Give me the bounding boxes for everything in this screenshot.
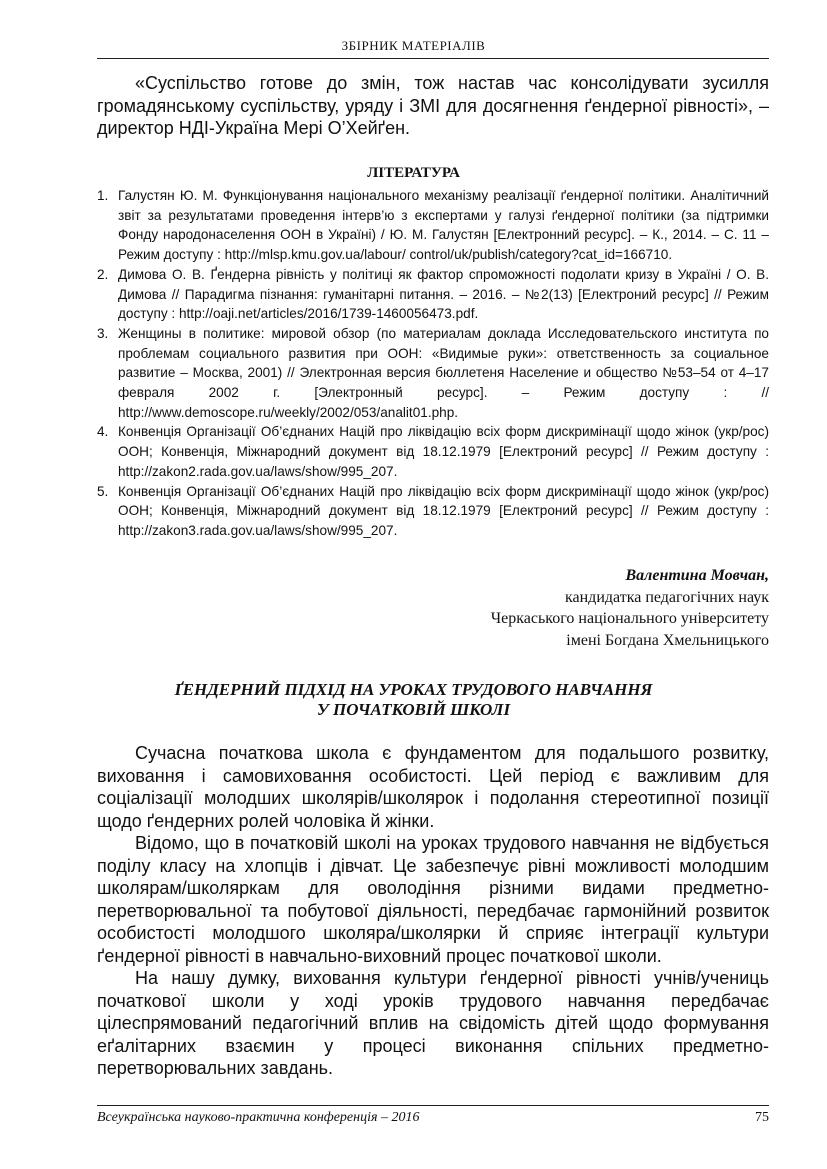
reference-item — [97, 186, 769, 265]
running-header: ЗБІРНИК МАТЕРІАЛІВ — [341, 38, 486, 53]
literature-heading: ЛІТЕРАТУРА — [367, 165, 460, 181]
footer-divider — [97, 1105, 769, 1106]
intro-paragraph: «Суспільство готове до змін, тож настав час консолідувати зусилля громадянському суспільству, уряду і ЗМІ для досягнення ґендерної рівності», – директор НДІ-Україна Мері О’Хейґен. — [97, 73, 769, 138]
reference-number: 1. — [97, 188, 109, 203]
reference-list — [97, 186, 769, 541]
footer-conference: Всеукраїнська науково-практична конференція – 2016 — [97, 1110, 420, 1125]
reference-number: 4. — [97, 424, 109, 440]
reference-number: 3. — [97, 325, 109, 341]
reference-text: Галустян Ю. М. Функціонування національного механізму реалізації ґендерної політики. Аналітичний звіт за результатами проведення інтерв’ю з експертами у галузі ґендерної політики (за підтримки Фонду народонаселення ООН в Україні) / Ю. М. Галустян [Електронний ресурс]. – К., 2014. – С. 11 – Режим доступу : http://mlsp.kmu.gov.ua/labour/ control/uk/publish/category?cat_id=166710. — [118, 188, 769, 263]
article-title-line-1: ҐЕНДЕРНИЙ ПІДХІД НА УРОКАХ ТРУДОВОГО НАВЧАННЯ — [174, 680, 653, 699]
header-divider — [97, 58, 769, 59]
author-university-name: імені Богдана Хмельницького — [566, 631, 769, 649]
body-paragraph: На нашу думку, виховання культури ґендерної рівності учнів/учениць початкової школи у ході уроків трудового навчання передбачає цілеспрямований педагогічний вплив на свідомість дітей щодо формування еґалітарних взаємин у процесі виконання спільних предметно-перетворювальних завдань. — [97, 968, 769, 1078]
reference-item — [97, 422, 769, 481]
body-paragraph: Сучасна початкова школа є фундаментом для подальшого розвитку, виховання і самовиховання особистості. Цей період є важливим для соціалізації молодших школярів/школярок і подолання стереотипної позиції щодо ґендерних ролей чоловіка й жінки. — [97, 743, 769, 831]
intro-quote-block — [97, 72, 769, 140]
article-body — [97, 742, 769, 1080]
body-paragraph: Відомо, що в початковій школі на уроках трудового навчання не відбується поділу класу на хлопців і дівчат. Це забезпечує рівні можливості молодшим школярам/школяркам для оволодіння різними видами предметно-перетворювальної та побутової діяльності, передбачає гармонійний розвиток особистості молодшого школяра/школярки й сприяє інтеграції культури ґендерної рівності в навчально-виховний процес початкової школи. — [97, 833, 769, 966]
author-degree: кандидатка педагогічних наук — [564, 588, 769, 606]
article-title — [0, 680, 827, 720]
reference-text: Конвенція Організації Об’єднаних Націй про ліквідацію всіх форм дискримінації щодо жінок (укр/рос) ООН; Конвенція, Міжнародний документ від 18.12.1979 [Електроний ресурс] // Режим доступу : http://zakon3.rada.gov.ua/laws/show/995_207. — [118, 483, 769, 538]
reference-number: 2. — [97, 266, 109, 282]
reference-text: Конвенція Організації Об’єднаних Націй про ліквідацію всіх форм дискримінації щодо жінок (укр/рос) ООН; Конвенція, Міжнародний документ від 18.12.1979 [Електроний ресурс] // Режим доступу : http://zakon2.rada.gov.ua/laws/show/995_207. — [118, 424, 769, 479]
reference-item — [97, 482, 769, 541]
reference-text: Женщины в политике: мировой обзор (по материалам доклада Исследовательского института по проблемам социального развития при ООН: «Видимые руки»: ответственность за социальное развитие – Москва, 2001) // Электронная версия бюллетеня Население и общество №53–54 от 4–17 февраля 2002 г. [Электронный ресурс]. – Режим доступу : // http://www.demoscope.ru/weekly/2002/053/analit01.php. — [118, 325, 769, 420]
author-name: Валентина Мовчан, — [625, 567, 769, 584]
reference-item — [97, 324, 769, 423]
reference-item — [97, 265, 769, 324]
reference-text: Димова О. В. Ґендерна рівність у політиці як фактор спроможності подолати кризу в Україні / О. В. Димова // Парадигма пізнання: гуманітарні питання. – 2016. – №2(13) [Електроний ресурс] // Режим доступу : http://oaji.net/articles/2016/1739-1460056473.pdf. — [118, 266, 769, 322]
page-number: 75 — [755, 1110, 769, 1125]
reference-number: 5. — [97, 483, 109, 499]
author-block — [491, 565, 769, 651]
author-university: Черкаського національного університету — [490, 610, 769, 628]
article-title-line-2: У ПОЧАТКОВІЙ ШКОЛІ — [316, 700, 511, 719]
